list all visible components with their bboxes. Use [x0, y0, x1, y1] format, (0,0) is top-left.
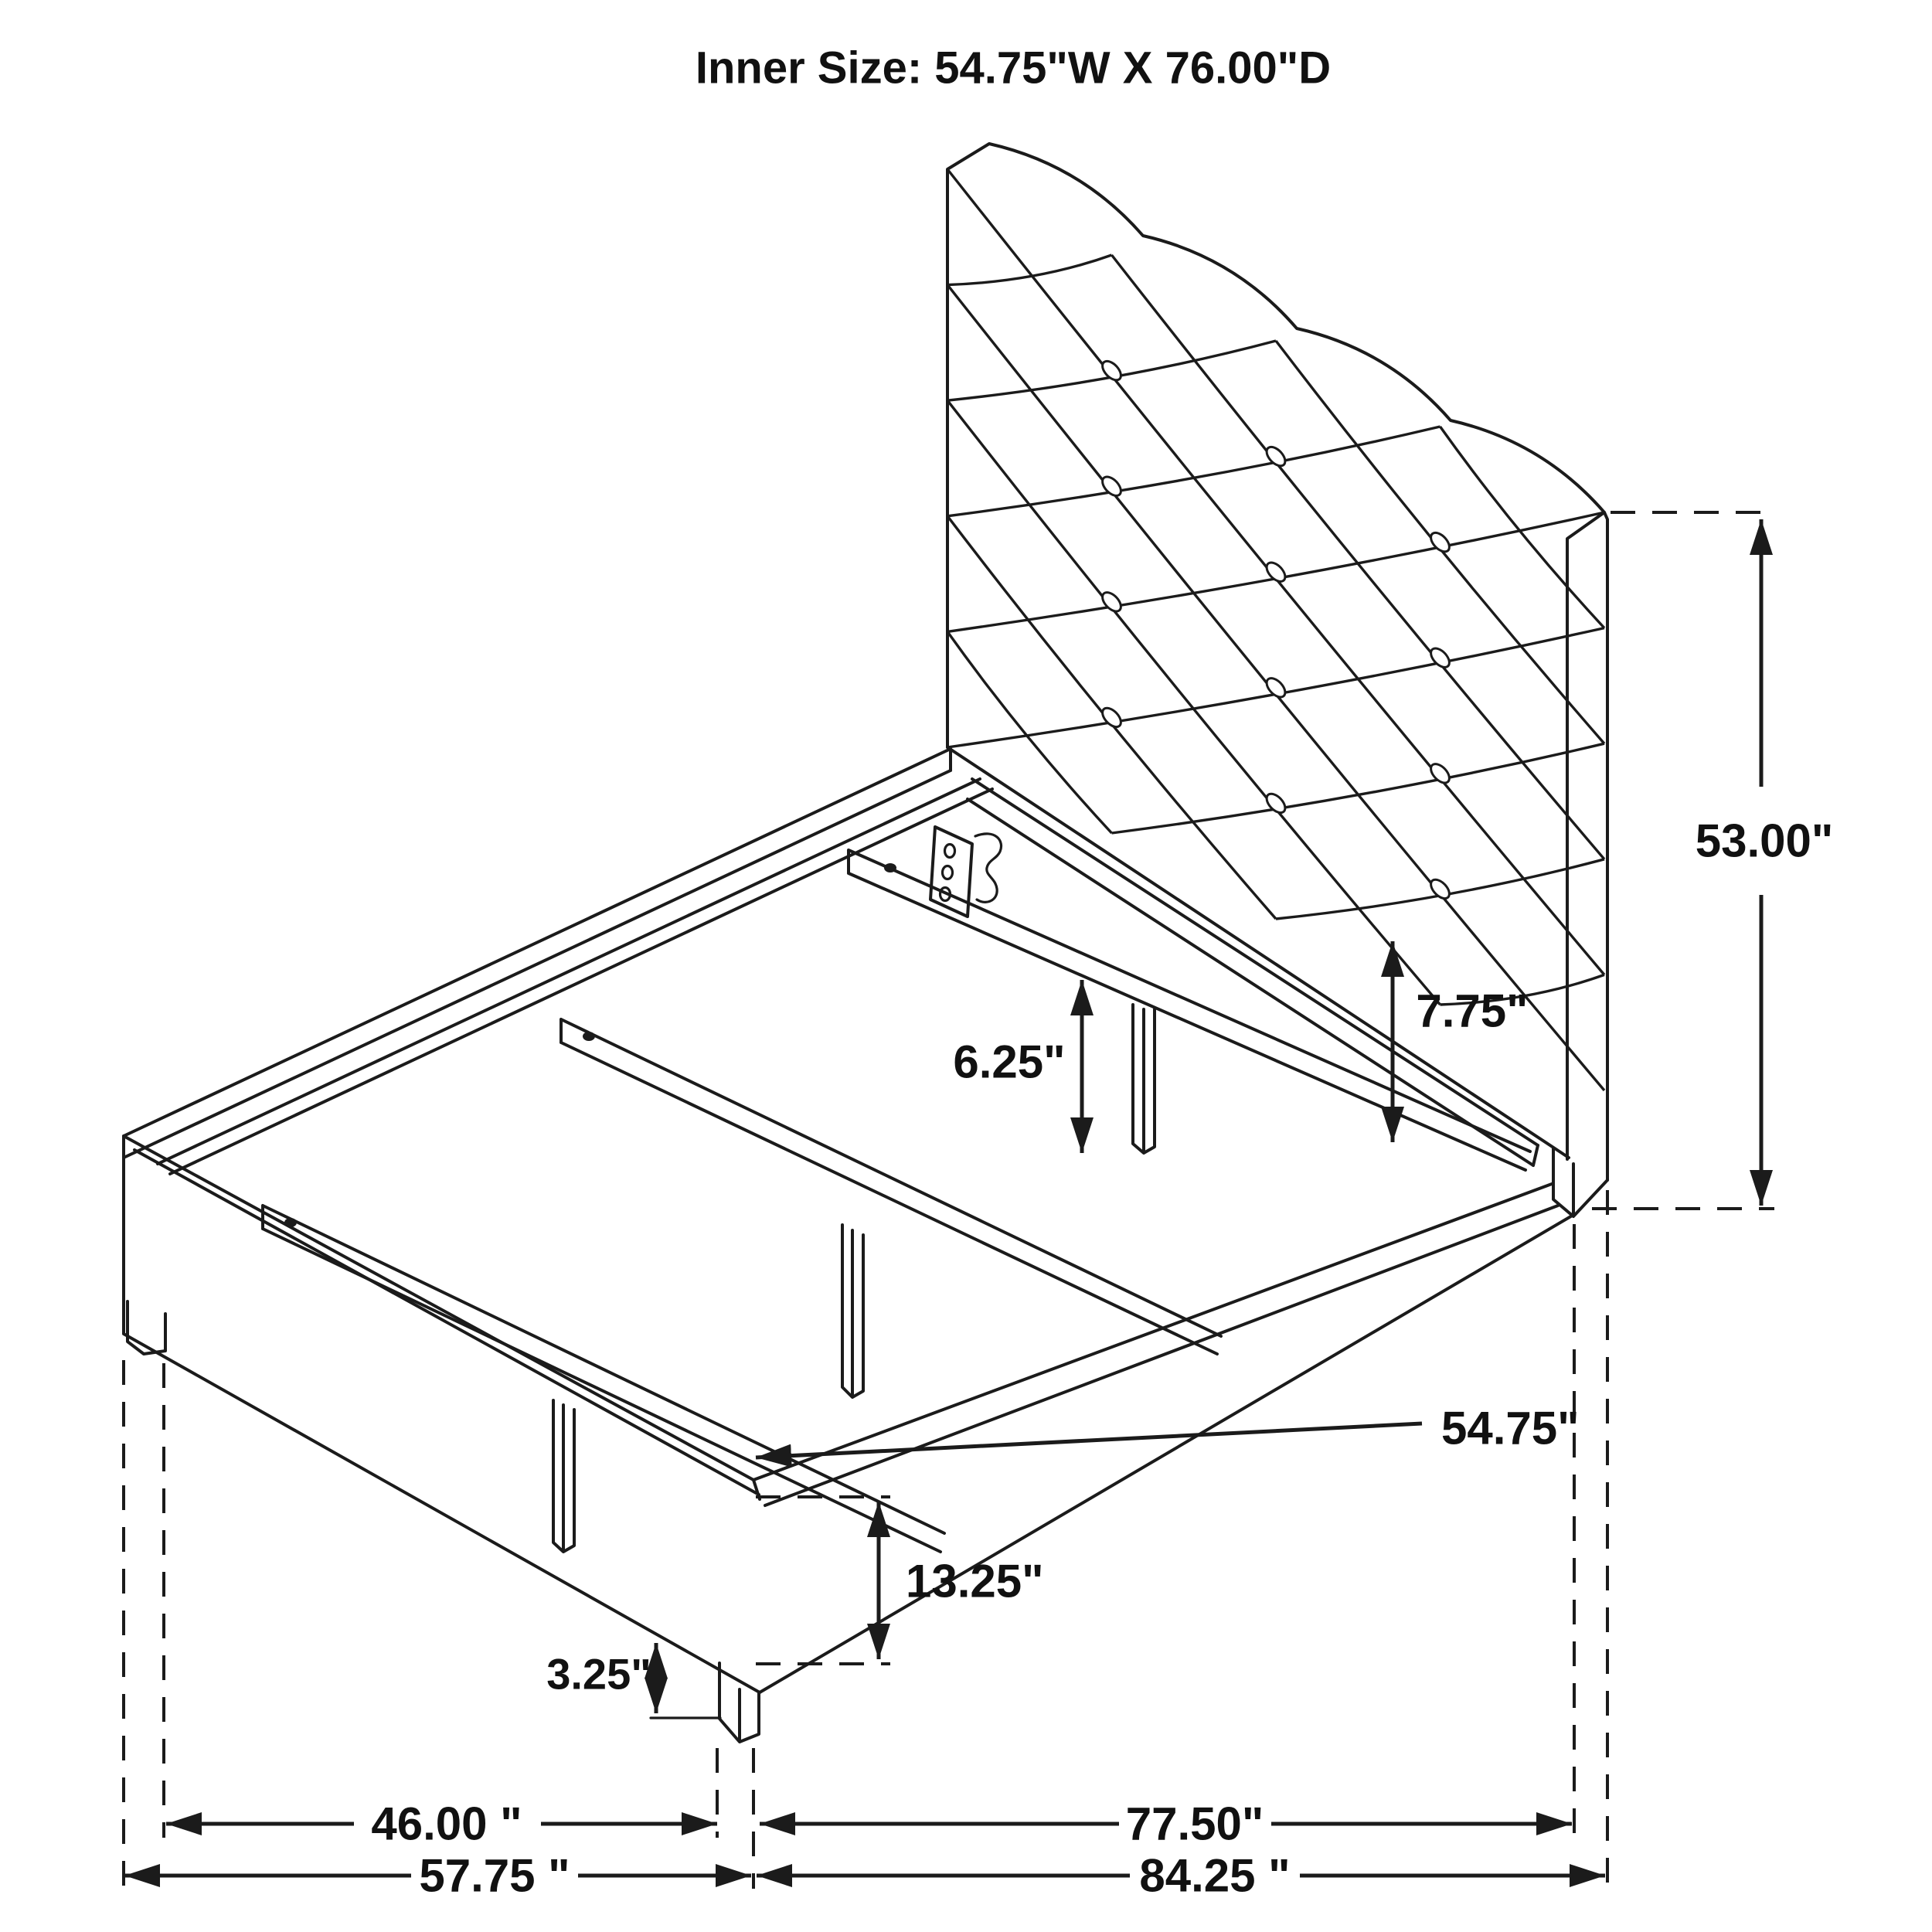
headboard-bottom-edge: [947, 747, 1569, 1158]
frame-leg-front: [719, 1663, 759, 1742]
tufting-buttons: [1103, 358, 1450, 902]
dim-inner-width: [756, 1403, 1580, 1458]
left-side-rail: [124, 749, 992, 1174]
headboard-outline: [947, 144, 1604, 747]
dim-leg-height: [546, 1643, 656, 1713]
dimension-label: 77.50": [1125, 1798, 1264, 1850]
headboard-leg: [1553, 1148, 1607, 1216]
headboard-side-face: [1567, 512, 1607, 1180]
dim-headboard-height: [1696, 519, 1834, 1206]
dimension-label: 3.25": [546, 1649, 651, 1699]
foot-rail: [124, 1136, 760, 1692]
page-title: Inner Size: 54.75"W X 76.00"D: [695, 43, 1332, 94]
slat-leg: [553, 1400, 574, 1552]
dimension-label: 13.25": [906, 1555, 1044, 1607]
head-cleat: [968, 779, 1538, 1165]
slat-middle: [561, 1019, 1221, 1397]
screw: [583, 1032, 595, 1041]
dimension-label: 84.25 ": [1139, 1849, 1291, 1902]
dim-slat-area-width: [166, 1798, 717, 1850]
bracket-hole: [945, 845, 955, 858]
dimension-label: 54.75": [1441, 1402, 1580, 1454]
dimension-label: 7.75": [1416, 985, 1529, 1037]
slat-leg: [842, 1225, 863, 1397]
bracket-hole: [943, 866, 953, 879]
dim-outer-width: [124, 1850, 751, 1902]
bracket-hook: [975, 834, 1002, 902]
dimension-annotations: [124, 512, 1833, 1902]
bed-frame: [124, 749, 1573, 1742]
dimension-label: 53.00": [1695, 815, 1834, 867]
dim-outer-length: [757, 1850, 1605, 1902]
dim-inner-length: [760, 1798, 1572, 1850]
slat-leg: [1133, 1005, 1155, 1153]
screw: [884, 863, 896, 872]
dimension-label: 46.00 ": [371, 1798, 522, 1850]
screw: [284, 1218, 297, 1227]
dimension-label: 57.75 ": [419, 1849, 570, 1902]
dim-frame-height: [879, 1502, 1044, 1659]
dim-slat-height: [953, 980, 1082, 1153]
dimension-label: 6.25": [953, 1036, 1066, 1088]
